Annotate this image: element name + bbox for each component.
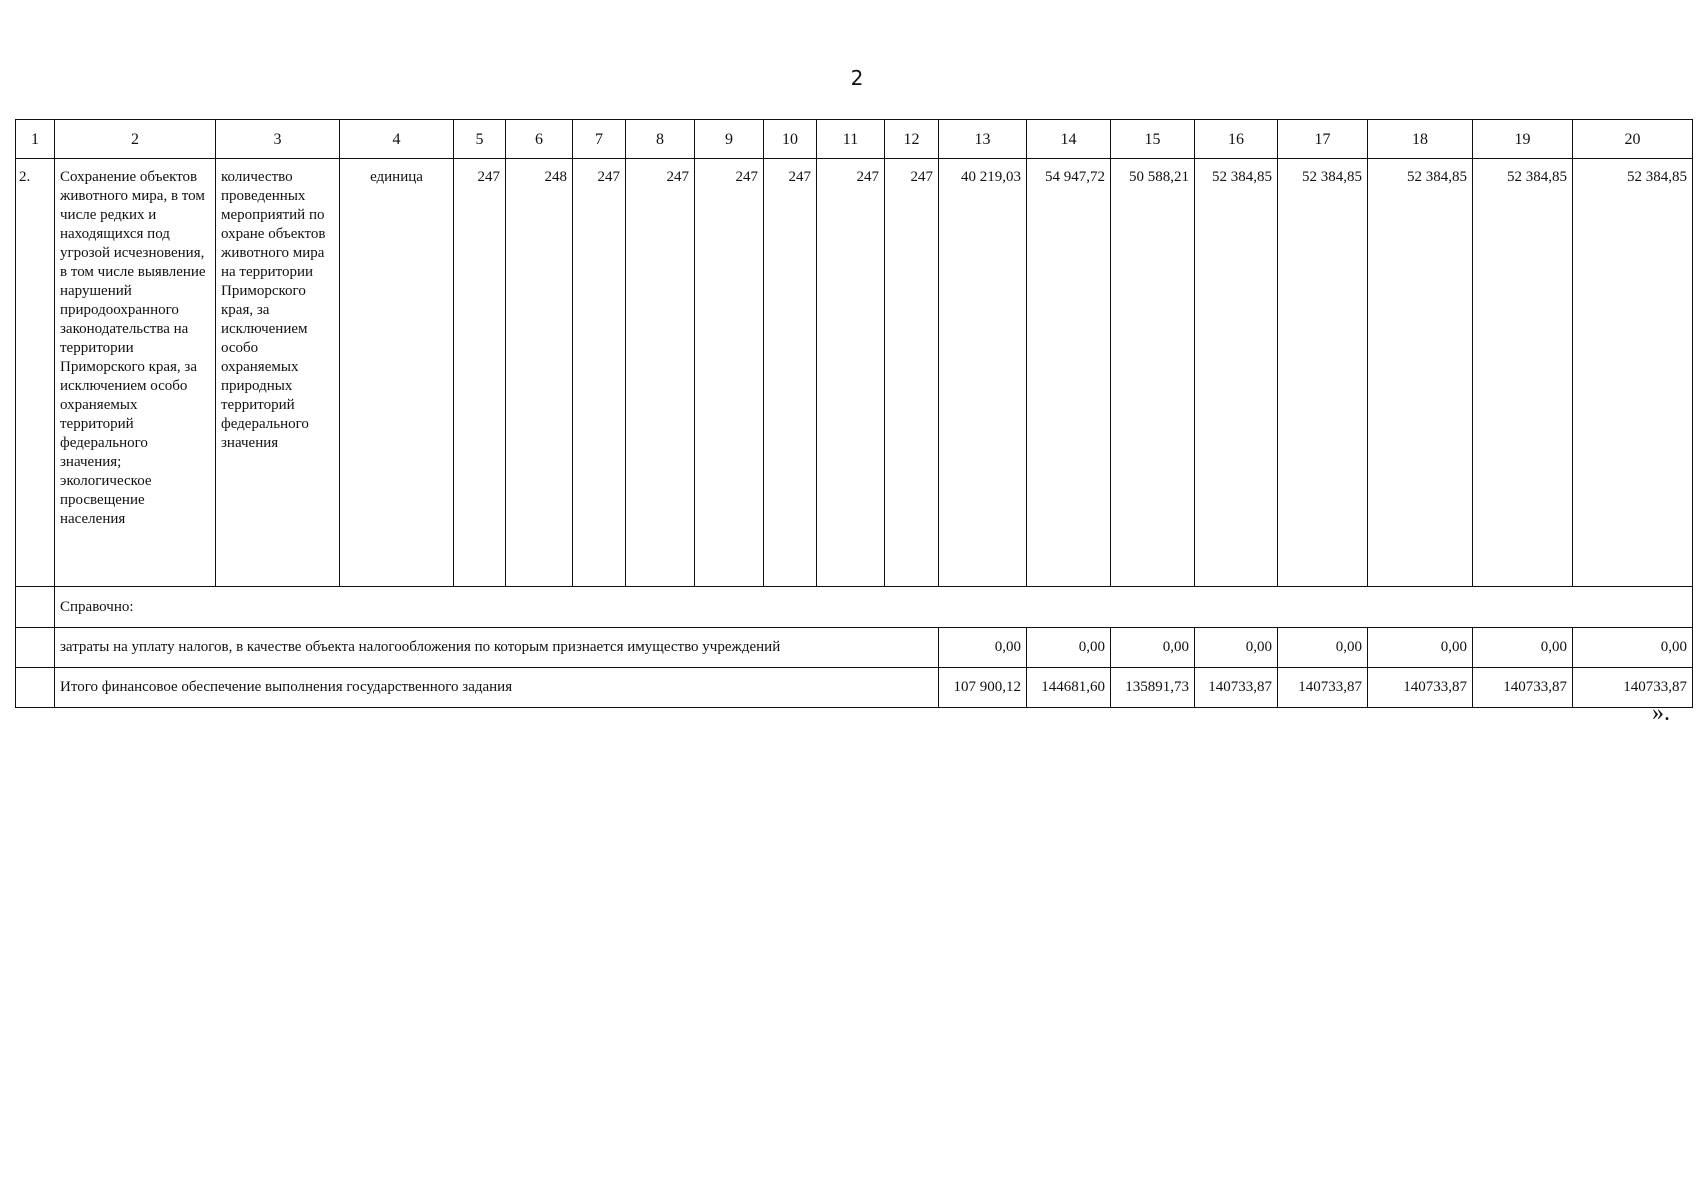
value-cell: 52 384,85	[1573, 159, 1693, 587]
header-cell: 11	[817, 120, 885, 159]
value-cell: 247	[573, 159, 626, 587]
page-number: 2	[850, 66, 864, 90]
header-row	[16, 120, 1693, 159]
tax-value: 0,00	[1278, 628, 1368, 668]
tax-row	[16, 628, 1693, 668]
value-cell: 52 384,85	[1278, 159, 1368, 587]
header-cell: 12	[885, 120, 939, 159]
header-cell: 5	[454, 120, 506, 159]
value-cell: 247	[695, 159, 764, 587]
value-cell: 50 588,21	[1111, 159, 1195, 587]
service-name: Сохранение объектов животного мира, в том числе редких и находящихся под угрозой исчезновения, в том числе выявление нарушений природоохранного законодательства на территории Приморского края, за исключением особо охраняемых территорий федерального значения; экологическое просвещение населения	[55, 159, 216, 587]
header-cell: 8	[626, 120, 695, 159]
tax-value: 0,00	[1111, 628, 1195, 668]
tax-value: 0,00	[1473, 628, 1573, 668]
header-cell: 1	[16, 120, 55, 159]
row-index: 2.	[16, 159, 55, 587]
header-cell: 14	[1027, 120, 1111, 159]
header-cell: 3	[216, 120, 340, 159]
value-cell: 52 384,85	[1473, 159, 1573, 587]
value-cell: 52 384,85	[1195, 159, 1278, 587]
total-value: 140733,87	[1573, 668, 1693, 708]
total-value: 135891,73	[1111, 668, 1195, 708]
total-value: 140733,87	[1195, 668, 1278, 708]
reference-label: Справочно:	[55, 587, 1693, 628]
value-cell: 54 947,72	[1027, 159, 1111, 587]
value-cell: 247	[817, 159, 885, 587]
total-value: 144681,60	[1027, 668, 1111, 708]
value-cell: 247	[454, 159, 506, 587]
value-cell: 40 219,03	[939, 159, 1027, 587]
total-value: 140733,87	[1473, 668, 1573, 708]
total-value: 107 900,12	[939, 668, 1027, 708]
header-cell: 19	[1473, 120, 1573, 159]
value-cell: 52 384,85	[1368, 159, 1473, 587]
header-cell: 4	[340, 120, 454, 159]
header-cell: 9	[695, 120, 764, 159]
header-cell: 20	[1573, 120, 1693, 159]
total-value: 140733,87	[1368, 668, 1473, 708]
header-cell: 7	[573, 120, 626, 159]
closing-quote-mark: ».	[1652, 700, 1670, 726]
value-cell: 247	[885, 159, 939, 587]
empty-cell	[16, 668, 55, 708]
tax-value: 0,00	[1195, 628, 1278, 668]
header-cell: 2	[55, 120, 216, 159]
tax-value: 0,00	[1368, 628, 1473, 668]
unit-cell: единица	[340, 159, 454, 587]
header-cell: 16	[1195, 120, 1278, 159]
table-row	[16, 159, 1693, 587]
value-cell: 248	[506, 159, 573, 587]
header-cell: 10	[764, 120, 817, 159]
total-row	[16, 668, 1693, 708]
header-cell: 18	[1368, 120, 1473, 159]
value-cell: 247	[626, 159, 695, 587]
value-cell: 247	[764, 159, 817, 587]
header-cell: 13	[939, 120, 1027, 159]
indicator-name: количество проведенных мероприятий по охране объектов животного мира на территории Приморского края, за исключением особо охраняемых природных территорий федерального значения	[216, 159, 340, 587]
tax-value: 0,00	[939, 628, 1027, 668]
total-label: Итого финансовое обеспечение выполнения государственного задания	[55, 668, 939, 708]
empty-cell	[16, 587, 55, 628]
header-cell: 6	[506, 120, 573, 159]
tax-value: 0,00	[1573, 628, 1693, 668]
budget-table	[15, 119, 1693, 708]
empty-cell	[16, 628, 55, 668]
reference-row	[16, 587, 1693, 628]
header-cell: 17	[1278, 120, 1368, 159]
tax-label: затраты на уплату налогов, в качестве объекта налогообложения по которым признается имущество учреждений	[55, 628, 939, 668]
total-value: 140733,87	[1278, 668, 1368, 708]
tax-value: 0,00	[1027, 628, 1111, 668]
header-cell: 15	[1111, 120, 1195, 159]
